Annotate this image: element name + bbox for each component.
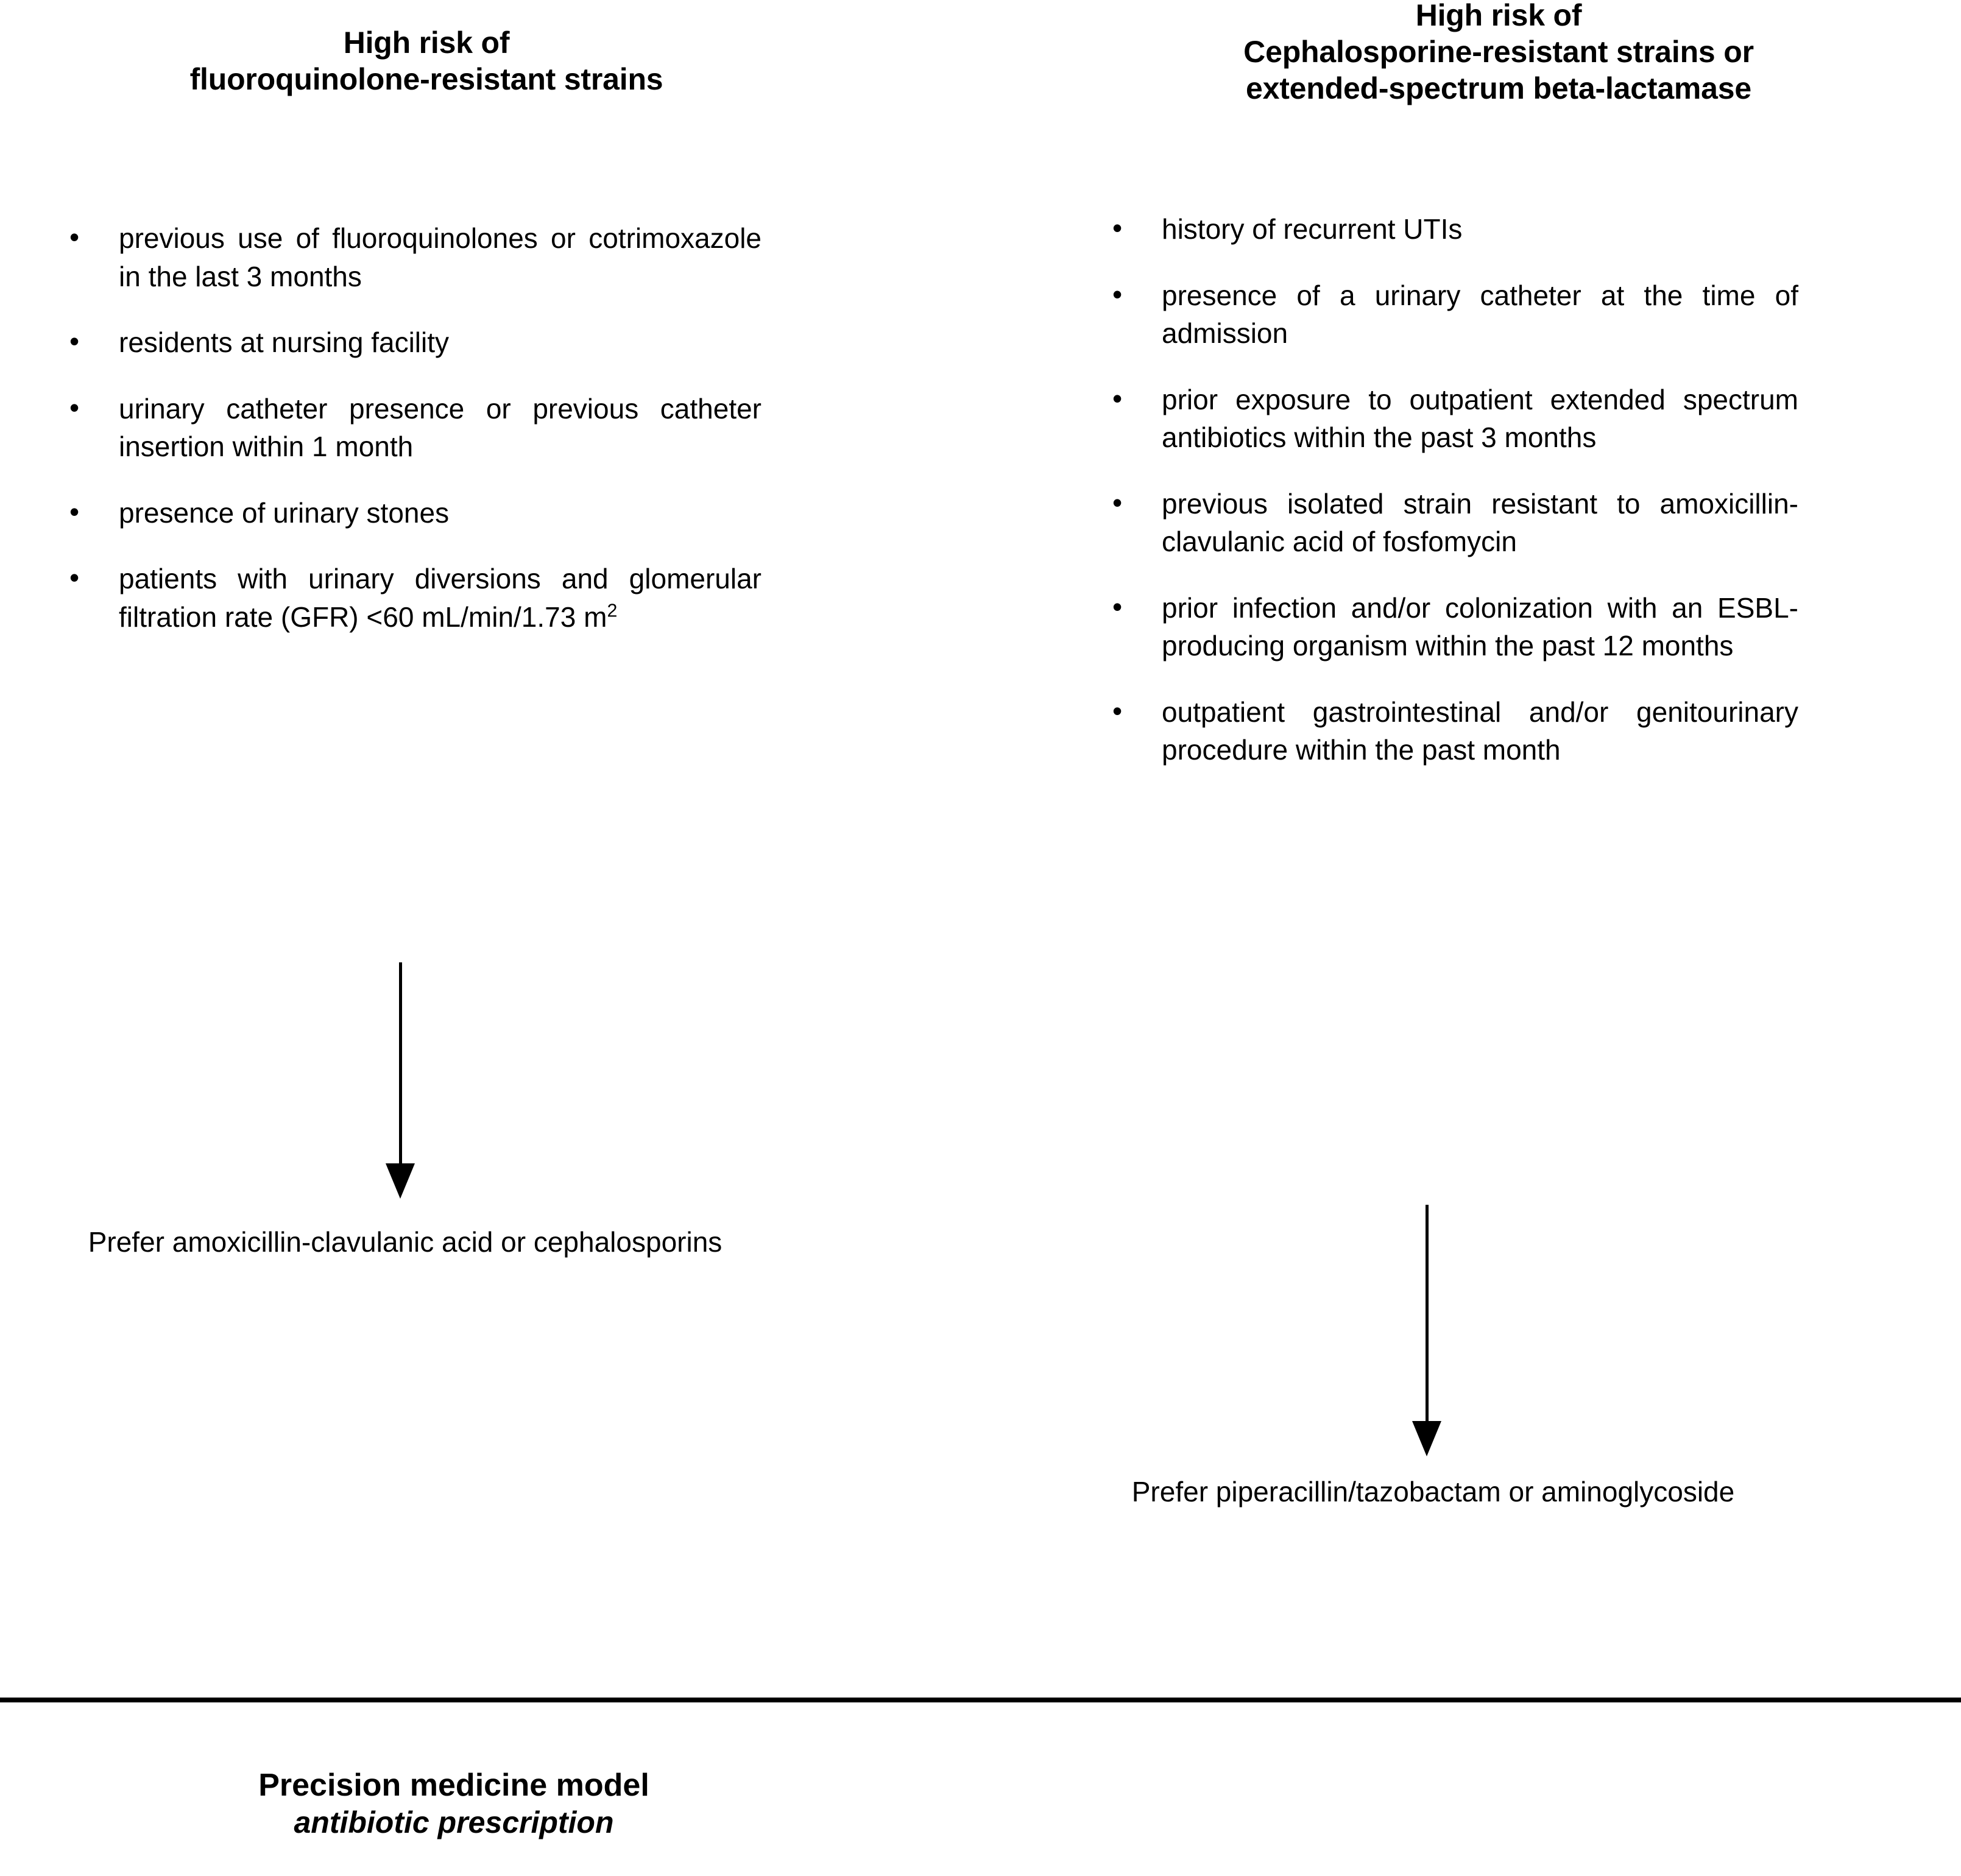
arrow-head bbox=[1412, 1421, 1441, 1456]
recommendation-cephalosporine: Prefer piperacillin/tazobactam or aminoglycoside bbox=[1131, 1476, 1735, 1508]
horizontal-rule bbox=[0, 1698, 1961, 1702]
recommendation-fluoroquinolone: Prefer amoxicillin-clavulanic acid or cephalosporins bbox=[88, 1226, 723, 1258]
figure-caption bbox=[79, 1766, 829, 1841]
risk-factor-text bbox=[119, 560, 761, 636]
gfr-unit-superscript: 2 bbox=[607, 601, 618, 621]
risk-factor-text: • outpatient gastrointestinal and/or genitourinary procedure within the past month bbox=[1162, 696, 1798, 766]
column-header-fluoroquinolone bbox=[67, 24, 786, 97]
risk-factor-text: • presence of a urinary catheter at the time of admission bbox=[1162, 279, 1798, 350]
list-item bbox=[1110, 210, 1798, 249]
arrow-head bbox=[386, 1163, 415, 1199]
risk-factor-list-fluoroquinolone bbox=[67, 219, 761, 664]
caption-subtitle: antibiotic prescription bbox=[294, 1805, 614, 1840]
risk-factor-text: • previous isolated strain resistant to amoxicillin-clavulanic acid of fosfomycin bbox=[1162, 487, 1798, 558]
column-header-line-1: High risk of bbox=[343, 26, 510, 60]
arrow-shaft bbox=[1426, 1205, 1429, 1424]
list-item bbox=[1110, 589, 1798, 665]
list-item bbox=[67, 219, 761, 295]
caption-title: Precision medicine model bbox=[258, 1768, 649, 1803]
column-header-line-2: Cephalosporine-resistant strains or bbox=[1243, 35, 1754, 69]
list-item bbox=[67, 323, 761, 362]
risk-factor-text: • prior exposure to outpatient extended spectrum antibiotics within the past 3 months bbox=[1162, 383, 1798, 454]
column-header-cephalosporine bbox=[1060, 0, 1937, 107]
arrow-shaft bbox=[399, 962, 402, 1166]
risk-factor-text: • previous use of fluoroquinolones or cotrimoxazole in the last 3 months bbox=[119, 222, 761, 292]
list-item bbox=[1110, 277, 1798, 353]
risk-factor-text: • urinary catheter presence or previous catheter insertion within 1 month bbox=[119, 392, 761, 463]
list-item bbox=[67, 390, 761, 466]
risk-factor-text: • presence of urinary stones bbox=[119, 496, 450, 529]
risk-factor-list-cephalosporine bbox=[1110, 210, 1798, 797]
risk-factor-text: • prior infection and/or colonization with an ESBL-producing organism within the past 12 months bbox=[1162, 591, 1798, 662]
risk-factor-text: • residents at nursing facility bbox=[119, 326, 450, 359]
risk-factor-text-main: patients with urinary diversions and glomerular filtration rate (GFR) <60 mL/min/1.73 m bbox=[119, 563, 761, 633]
list-item bbox=[67, 560, 761, 636]
list-item bbox=[1110, 381, 1798, 457]
risk-factor-text: • history of recurrent UTIs bbox=[1162, 213, 1463, 245]
column-header-line-3: extended-spectrum beta-lactamase bbox=[1245, 71, 1752, 105]
list-item bbox=[1110, 693, 1798, 769]
list-item bbox=[1110, 485, 1798, 561]
column-header-line-2: fluoroquinolone-resistant strains bbox=[189, 62, 663, 96]
column-header-line-1: High risk of bbox=[1415, 0, 1582, 32]
list-item bbox=[67, 494, 761, 532]
